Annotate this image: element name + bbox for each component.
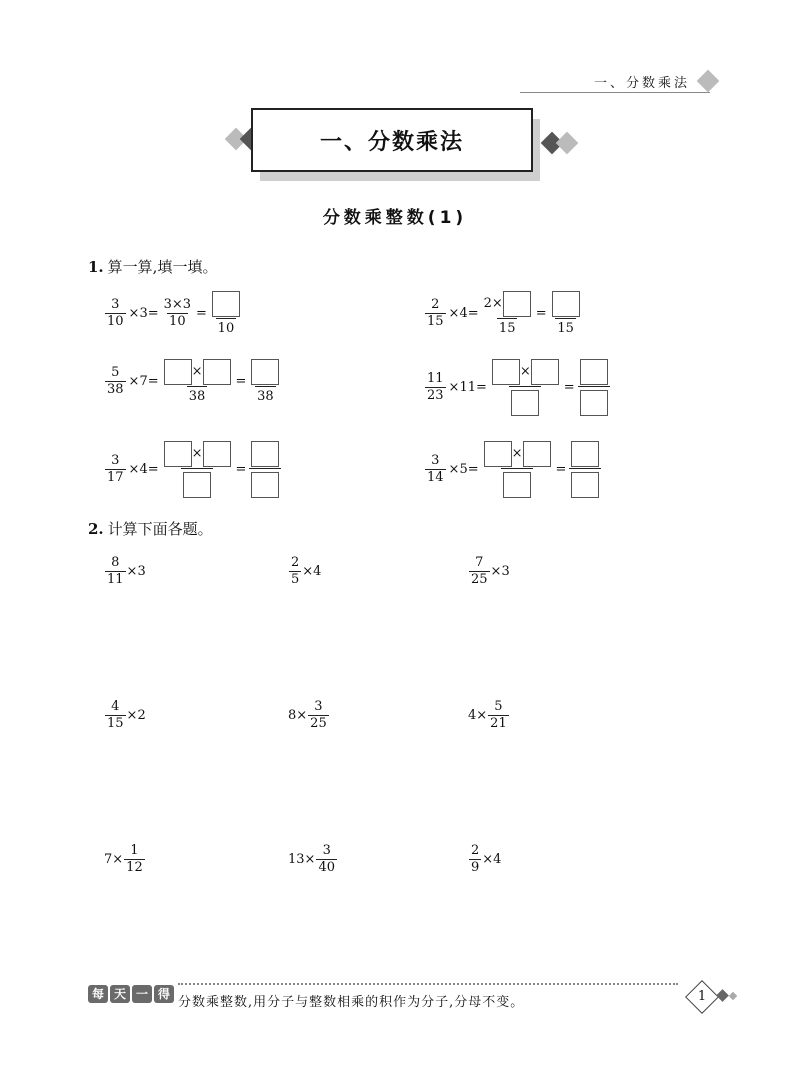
- answer-box[interactable]: [571, 441, 599, 467]
- q2-exercise: 13× $\frac{3}{40}$: [288, 843, 335, 875]
- question-2-number: 2.: [88, 520, 104, 538]
- answer-box[interactable]: [531, 359, 559, 385]
- header-chapter-label: 一、分数乘法: [593, 76, 690, 91]
- fraction: $\frac{3}{17}$: [107, 452, 124, 485]
- answer-box[interactable]: [503, 472, 531, 498]
- answer-box[interactable]: [492, 359, 520, 385]
- q2-exercise: 8× $\frac{3}{25}$: [288, 699, 327, 731]
- footer-tip: 分数乘整数,用分子与整数相乘的积作为分子,分母不变。: [178, 995, 525, 1010]
- answer-box[interactable]: [212, 291, 240, 317]
- header-diamond-icon: [697, 70, 720, 93]
- q2-exercise: 7× $\frac{1}{12}$: [104, 843, 143, 875]
- banner-right-diamond-light-icon: [556, 132, 579, 155]
- banner-title: 一、分数乘法: [319, 129, 464, 155]
- page-diamond-light-icon: [729, 992, 737, 1000]
- fraction: [569, 440, 601, 498]
- question-1-text: 算一算,填一填。: [107, 258, 218, 276]
- fraction: ×: [482, 440, 553, 498]
- q2-exercise: $\frac{7}{25}$ ×3: [471, 555, 510, 587]
- section-subtitle: 分数乘整数(1): [322, 208, 468, 228]
- answer-box[interactable]: [203, 441, 231, 467]
- fraction: $\frac{3}{14}$: [427, 452, 444, 485]
- fraction: [578, 358, 610, 416]
- answer-box[interactable]: [511, 390, 539, 416]
- fraction: $\frac{11}{23}$: [427, 370, 444, 403]
- fraction: $\frac{\times}{38}$: [162, 358, 233, 405]
- q1-problem-1: $\frac{3}{10}$ ×3= $\frac{3\times 3}{10}$ = 10: [104, 290, 243, 337]
- footer-badge: 每 天 一 得: [88, 985, 174, 1003]
- q2-exercise: $\frac{4}{15}$ ×2: [107, 699, 146, 731]
- q1-problem-5: $\frac{3}{17}$ ×4= × =: [104, 440, 282, 498]
- answer-box[interactable]: [523, 441, 551, 467]
- q2-exercise: $\frac{2}{9}$ ×4: [471, 843, 502, 875]
- footer-dotted-rule: [178, 983, 678, 985]
- question-1-number: 1.: [88, 258, 104, 276]
- answer-box[interactable]: [251, 472, 279, 498]
- q1-problem-3: $\frac{5}{38}$ ×7= $\frac{\times}{38}$ = 38: [104, 358, 282, 405]
- fraction: $\frac{5}{38}$: [107, 365, 124, 397]
- answer-box[interactable]: [580, 390, 608, 416]
- fraction: $\frac{3\times 3}{10}$: [163, 297, 192, 329]
- answer-box[interactable]: [164, 441, 192, 467]
- q1-problem-6: $\frac{3}{14}$ ×5= × =: [424, 440, 602, 498]
- fraction: 38: [249, 358, 281, 405]
- fraction: $\frac{2}{15}$: [427, 297, 444, 329]
- question-1-title: [88, 256, 217, 277]
- fraction: 10: [210, 290, 242, 337]
- answer-box[interactable]: [203, 359, 231, 385]
- q2-exercise: $\frac{8}{11}$ ×3: [107, 555, 146, 587]
- answer-box[interactable]: [571, 472, 599, 498]
- answer-box[interactable]: [251, 441, 279, 467]
- q2-exercise: 4× $\frac{5}{21}$: [468, 699, 507, 731]
- fraction: ×: [162, 440, 233, 498]
- question-2-title: [88, 518, 213, 539]
- page-diamond-dark-icon: [716, 989, 729, 1002]
- answer-box[interactable]: [484, 441, 512, 467]
- answer-box[interactable]: [580, 359, 608, 385]
- answer-box[interactable]: [164, 359, 192, 385]
- answer-box[interactable]: [552, 291, 580, 317]
- q2-exercise: $\frac{2}{5}$ ×4: [291, 555, 322, 587]
- answer-box[interactable]: [183, 472, 211, 498]
- page-number: 1: [697, 989, 707, 1004]
- fraction: $\frac{3}{10}$: [107, 297, 124, 329]
- fraction: [249, 440, 281, 498]
- header-rule: [520, 92, 710, 93]
- fraction: $\frac{2\times}{15}$: [482, 290, 533, 337]
- fraction: ×: [490, 358, 561, 416]
- question-2-text: 计算下面各题。: [107, 520, 213, 538]
- answer-box[interactable]: [503, 291, 531, 317]
- q1-problem-2: $\frac{2}{15}$ ×4= $\frac{2\times}{15}$ = 15: [424, 290, 583, 337]
- fraction: 15: [550, 290, 582, 337]
- answer-box[interactable]: [251, 359, 279, 385]
- q1-problem-4: $\frac{11}{23}$ ×11= × =: [424, 358, 611, 416]
